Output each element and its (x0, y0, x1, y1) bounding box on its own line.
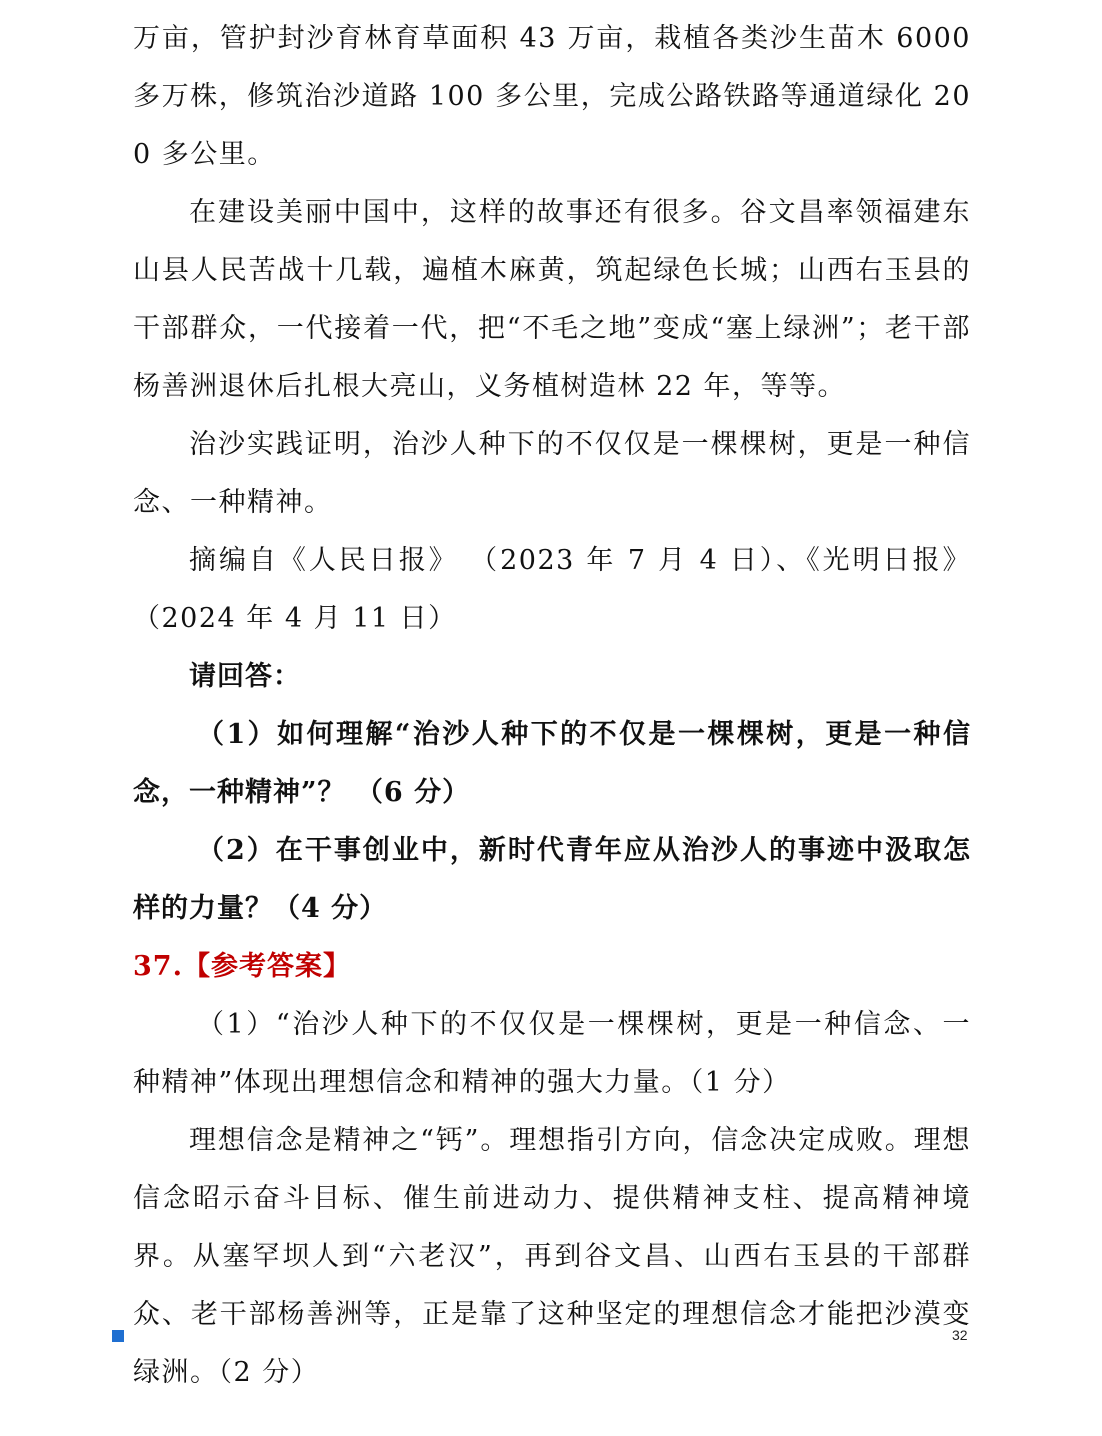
answer-1: （1）“治沙人种下的不仅仅是一棵棵树，更是一种信念、一种精神”体现出理想信念和精神的强大力量。（1 分） (133, 1009, 971, 1098)
paragraph-conclusion: 治沙实践证明，治沙人种下的不仅仅是一棵棵树，更是一种信念、一种精神。 (133, 429, 971, 518)
question-2: （2）在干事创业中，新时代青年应从治沙人的事迹中汲取怎样的力量？（4 分） (133, 835, 971, 924)
question-1: （1）如何理解“治沙人种下的不仅是一棵棵树，更是一种信念，一种精神”？ （6 分） (133, 719, 971, 808)
paragraph-stories: 在建设美丽中国中，这样的故事还有很多。谷文昌率领福建东山县人民苦战十几载，遍植木麻黄，筑起绿色长城；山西右玉县的干部群众，一代接着一代，把“不毛之地”变成“塞上绿洲”；老干部杨善洲退休后扎根大亮山，义务植树造林 22 年，等等。 (133, 197, 971, 402)
footer-square-icon (112, 1330, 124, 1342)
question-heading: 请回答： (189, 661, 301, 692)
page-number: 32 (952, 1327, 968, 1343)
paragraph-source: 摘编自《人民日报》 （2023 年 7 月 4 日）、《光明日报》 （2024 年 4 月 11 日） (133, 545, 971, 634)
document-body (133, 10, 971, 1402)
answer-explanation: 理想信念是精神之“钙”。理想指引方向，信念决定成败。理想信念昭示奋斗目标、催生前进动力、提供精神支柱、提高精神境界。从塞罕坝人到“六老汉”，再到谷文昌、山西右玉县的干部群众、老干部杨善洲等，正是靠了这种坚定的理想信念才能把沙漠变绿洲。（2 分） (133, 1125, 971, 1388)
answer-heading: 37.【参考答案】 (133, 951, 351, 982)
paragraph-continuation: 万亩，管护封沙育林育草面积 43 万亩，栽植各类沙生苗木 6000 多万株，修筑治沙道路 100 多公里，完成公路铁路等通道绿化 200 多公里。 (133, 23, 971, 170)
